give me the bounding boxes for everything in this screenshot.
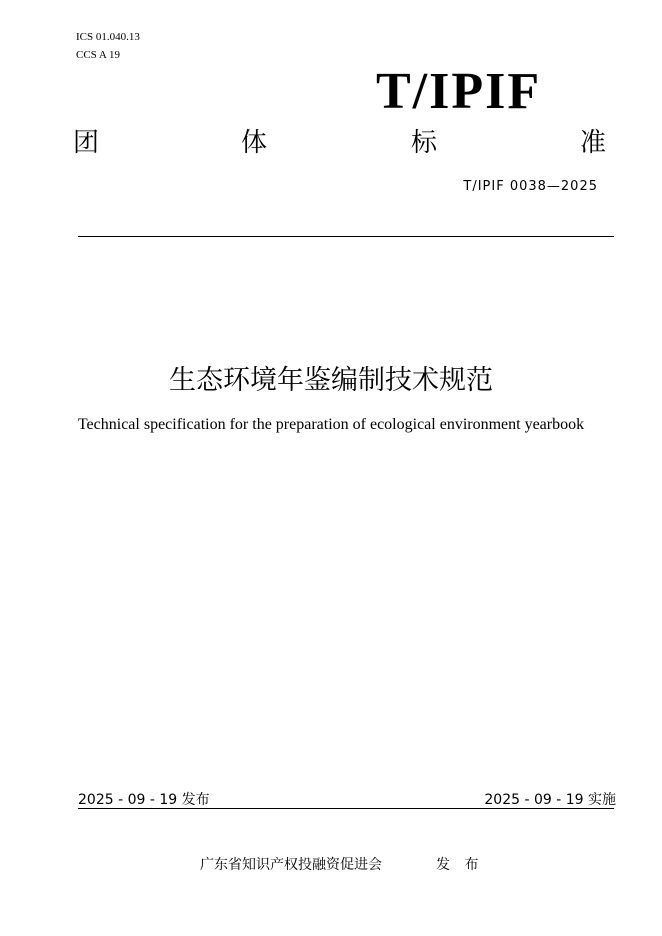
category-char-1: 团 bbox=[73, 128, 100, 158]
footer-divider bbox=[78, 808, 614, 809]
document-title-zh: 生态环境年鉴编制技术规范 bbox=[169, 365, 493, 396]
category-char-3: 标 bbox=[411, 128, 438, 158]
document-title-en: Technical specification for the preparation of ecological environment yearbook bbox=[77, 416, 585, 433]
effective-date: 2025 - 09 - 19 实施 bbox=[484, 792, 616, 808]
category-char-2: 体 bbox=[241, 128, 268, 158]
ccs-code: CCS A 19 bbox=[76, 49, 121, 61]
issuing-organization: 广东省知识产权投融资促进会 bbox=[200, 857, 382, 873]
header-divider bbox=[78, 236, 614, 237]
issue-date: 2025 - 09 - 19 发布 bbox=[78, 792, 210, 808]
document-number: T/IPIF 0038—2025 bbox=[463, 179, 598, 194]
standard-logo: T/IPIF bbox=[376, 63, 542, 120]
category-char-4: 准 bbox=[580, 128, 607, 158]
publish-label: 发 布 bbox=[436, 857, 479, 873]
ics-code: ICS 01.040.13 bbox=[76, 31, 140, 43]
